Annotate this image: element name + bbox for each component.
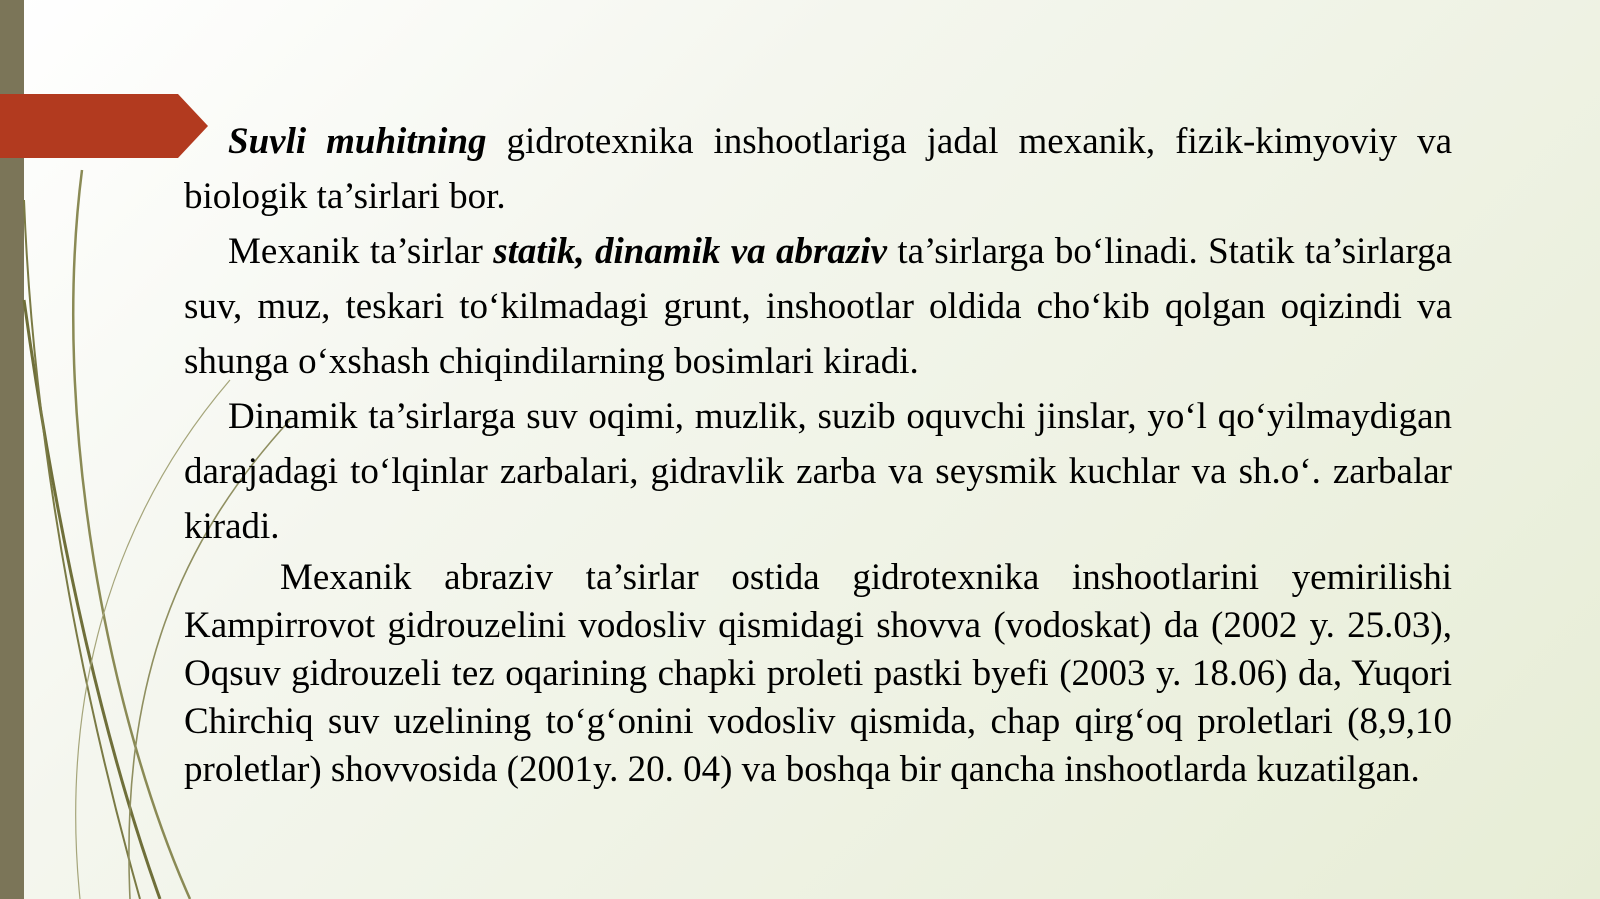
paragraph-3	[184, 389, 1452, 554]
paragraph-2	[184, 224, 1452, 389]
paragraph-1-text: gidrotexnika inshootlariga jadal mexanik, fizik-kimyoviy va biologik ta’sirlari bor.	[184, 121, 1452, 217]
paragraph-4	[184, 554, 1452, 794]
term-static-dynamic-abrasive: statik, dinamik va abraziv	[493, 231, 887, 272]
paragraph-1	[184, 114, 1452, 224]
paragraph-3-text: Dinamik ta’sirlarga suv oqimi, muzlik, suzib oquvchi jinslar, yo‘l qo‘yilmaydigan darajadagi to‘lqinlar zarbalari, gidravlik zarba va seysmik kuchlar va sh.o‘. zarbalar kiradi.	[184, 396, 1452, 547]
swoosh-line-1	[24, 300, 160, 899]
red-arrow-shape	[0, 94, 208, 158]
paragraph-4-text: Mexanik abraziv ta’sirlar ostida gidrotexnika inshootlarini yemirilishi Kampirrovot gidrouzelini vodosliv qismidagi shovva (vodoskat) da (2002 y. 25.03), Oqsuv gidrouzeli tez oqarining chapki proleti pastki byefi (2003 y. 18.06) da, Yuqori Chirchiq suv uzelining to‘g‘onini vodosliv qismida, chap qirg‘oq proletlari (8,9,10 proletlar) shovvosida (2001y. 20. 04) va boshqa bir qancha inshootlarda kuzatilgan.	[184, 557, 1452, 790]
paragraph-2-text-after: ta’sirlarga bo‘linadi. Statik ta’sirlarga suv, muz, teskari to‘kilmadagi grunt, inshootlar oldida cho‘kib qolgan oqizindi va shunga o‘xshash chiqindilarning bosimlari kiradi.	[184, 231, 1452, 382]
slide-text	[184, 114, 1452, 794]
paragraph-2-text-before: Mexanik ta’sirlar	[228, 231, 494, 272]
swoosh-line-3	[24, 200, 140, 899]
term-suvli-muhitning: Suvli muhitning	[228, 121, 487, 162]
